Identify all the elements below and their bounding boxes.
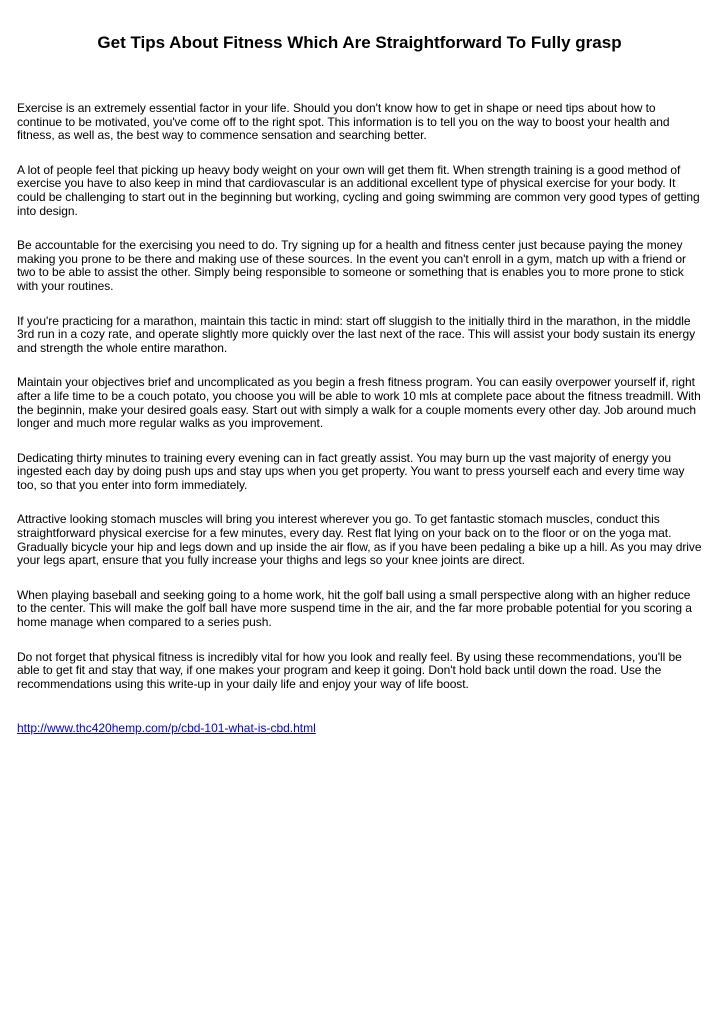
article-body [17,102,703,735]
paragraph-9: Do not forget that physical fitness is incredibly vital for how you look and really feel. By using these recommendations, you'll be able to get fit and stay that way, if one makes your program and keep it going. Don't hold back until down the road. Use the recommendations using this write-up in your daily life and enjoy your way of life boost. [17,649,682,691]
source-link-block [17,721,703,735]
paragraph-4: If you're practicing for a marathon, maintain this tactic in mind: start off sluggish to the initially third in the marathon, in the middle 3rd run in a cozy rate, and operate slightly more quickly over the last next of the race. This will assist your body sustain its energy and strength the whole entire marathon. [17,313,696,355]
paragraph-6: Dedicating thirty minutes to training every evening can in fact greatly assist. You may burn up the vast majority of energy you ingested each day by doing push ups and stay ups when you get property. You want to press yourself each and every time way too, so that you enter into form immediately. [17,450,685,492]
paragraph-8: When playing baseball and seeking going to a home work, hit the golf ball using a small perspective along with an higher reduce to the center. This will make the golf ball have more suspend time in the air, and the far more probable potential for you scoring a home manage when compared to a series push. [17,587,692,630]
paragraph-5: Maintain your objectives brief and uncomplicated as you begin a fresh fitness program. You can easily overpower yourself if, right after a life time to be a couch potato, you choose you will be able to work 10 mls at complete pace about the fitness treadmill. With the beginnin, make your desired goals easy. Start out with simply a walk for a couple moments every other day. Job around much longer and much more regular walks as you improvement. [17,375,701,431]
paragraph-3: Be accountable for the exercising you need to do. Try signing up for a health and fitness center just because paying the money making you prone to be there and making use of these sources. In the event you can't enroll in a gym, match up with a friend or two to be able to assist the other. Simply being responsible to someone or something that is enables you to more prone to stick with your routines. [17,238,686,293]
page-title: Get Tips About Fitness Which Are Straightforward To Fully grasp [97,33,622,52]
paragraph-7: Attractive looking stomach muscles will bring you interest wherever you go. To get fantastic stomach muscles, conduct this straightforward physical exercise for a few minutes, every day. Rest flat lying on your back on to the floor or on the yoga mat. Gradually bicycle your hip and legs down and up inside the air flow, as if you have been pedaling a bike up a hill. As you may drive your legs apart, ensure that you fully increase your thighs and legs so your knee joints are direct. [17,512,702,568]
paragraph-2: A lot of people feel that picking up heavy body weight on your own will get them fit. When strength training is a good method of exercise you have to also keep in mind that cardiovascular is an additional excellent type of physical exercise for your body. It could be challenging to start out in the beginning but working, cycling and going swimming are common very good types of getting into design. [17,162,700,218]
paragraph-1: Exercise is an extremely essential factor in your life. Should you don't know how to get in shape or need tips about how to continue to be motivated, you've come off to the right spot. This information is to tell you on the way to boost your health and fitness, as well as, the best way to commence sensation and searching better. [17,101,670,143]
source-link[interactable]: http://www.thc420hemp.com/p/cbd-101-what-is-cbd.html [17,721,316,736]
